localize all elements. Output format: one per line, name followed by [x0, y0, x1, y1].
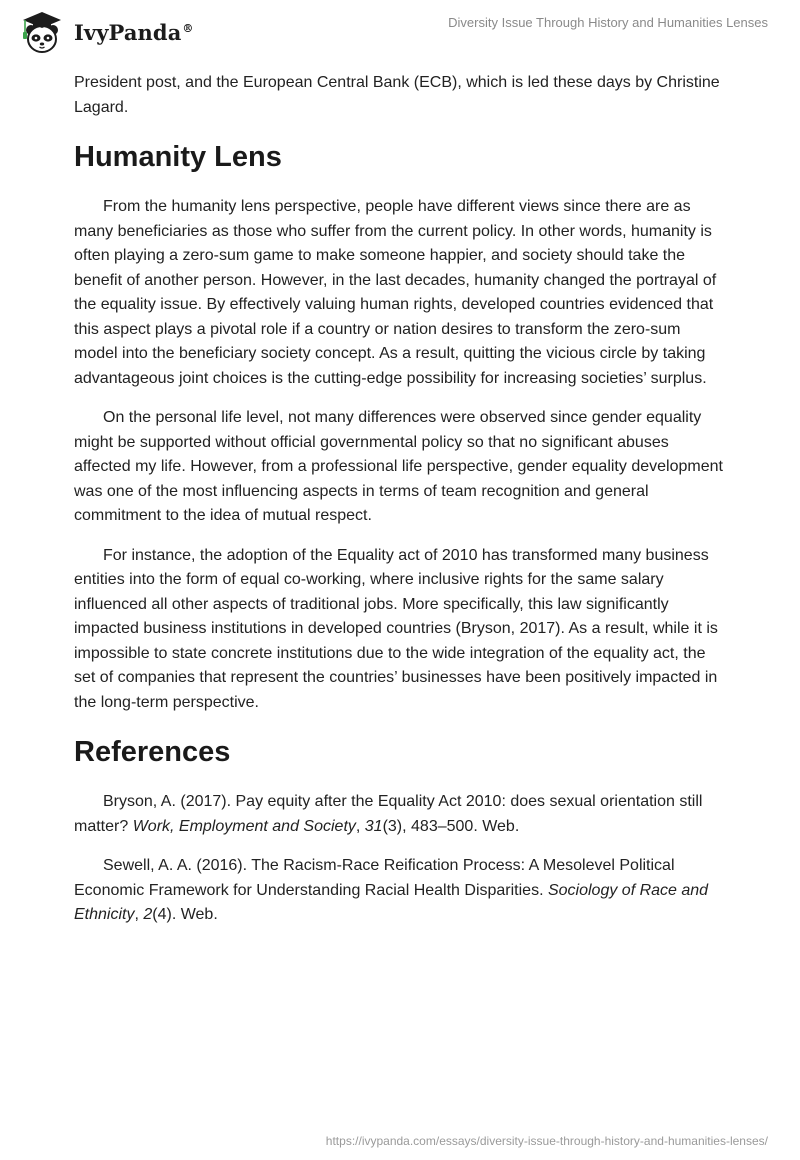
- source-url[interactable]: https://ivypanda.com/essays/diversity-issue-through-history-and-humanities-lenses/: [325, 1134, 768, 1148]
- brand-name: IvyPanda®: [74, 19, 194, 45]
- reference-item: Sewell, A. A. (2016). The Racism-Race Reification Process: A Mesolevel Political Economic Framework for Understanding Racial Health Disparities. Sociology of Race and Ethnicity, 2(4). Web.: [74, 857, 709, 923]
- journal-title: Work, Employment and Society: [132, 817, 356, 835]
- journal-volume: 2: [143, 906, 153, 923]
- panda-graduation-cap-icon: [14, 8, 70, 56]
- document-title: Diversity Issue Through History and Humanities Lenses: [448, 15, 768, 30]
- body-paragraph: From the humanity lens perspective, people have different views since there are as many beneficiaries as those who suffer from the current policy. In other words, humanity is often playing a zero-sum game to make someone happier, and society should take the benefit of another person. However, in the last decades, humanity changed the portrayal of the equality issue. By effectively valuing human rights, developed countries evidenced that this aspect plays a pivotal role if a country or nation desires to transform the zero-sum model into the beneficiary society concept. As a result, quitting the vicious circle by taking advantageous joint choices is the cutting-edge possibility for increasing societies’ surplus.: [74, 198, 717, 387]
- section-heading-humanity: Humanity Lens: [74, 141, 282, 173]
- reference-item: Bryson, A. (2017). Pay equity after the Equality Act 2010: does sexual orientation still matter? Work, Employment and Society, 31(3), 483–500. Web.: [74, 793, 703, 835]
- ivypanda-logo[interactable]: [14, 8, 194, 56]
- body-paragraph: On the personal life level, not many differences were observed since gender equality might be supported without official governmental policy so that no significant abuses affected my life. However, from a professional life perspective, gender equality development was one of the most influencing aspects in terms of team recognition and general commitment to the idea of mutual respect.: [74, 409, 723, 524]
- essay-content: [74, 71, 726, 943]
- body-paragraph: For instance, the adoption of the Equality act of 2010 has transformed many business entities into the form of equal co-working, where inclusive rights for the same salary influenced all other aspects of traditional jobs. More specifically, this law significantly impacted business institutions in developed countries (Bryson, 2017). As a result, while it is impossible to state concrete institutions due to the wide integration of the equality act, the set of companies that represent the countries’ businesses have been positively impacted in the long-term perspective.: [74, 546, 718, 711]
- journal-volume: 31: [364, 817, 383, 835]
- section-heading-references: References: [74, 736, 231, 768]
- intro-paragraph: President post, and the European Central Bank (ECB), which is led these days by Christine Lagard.: [74, 74, 720, 116]
- page-header: [0, 0, 800, 62]
- journal-title: Sociology of Race and Ethnicity: [74, 881, 709, 923]
